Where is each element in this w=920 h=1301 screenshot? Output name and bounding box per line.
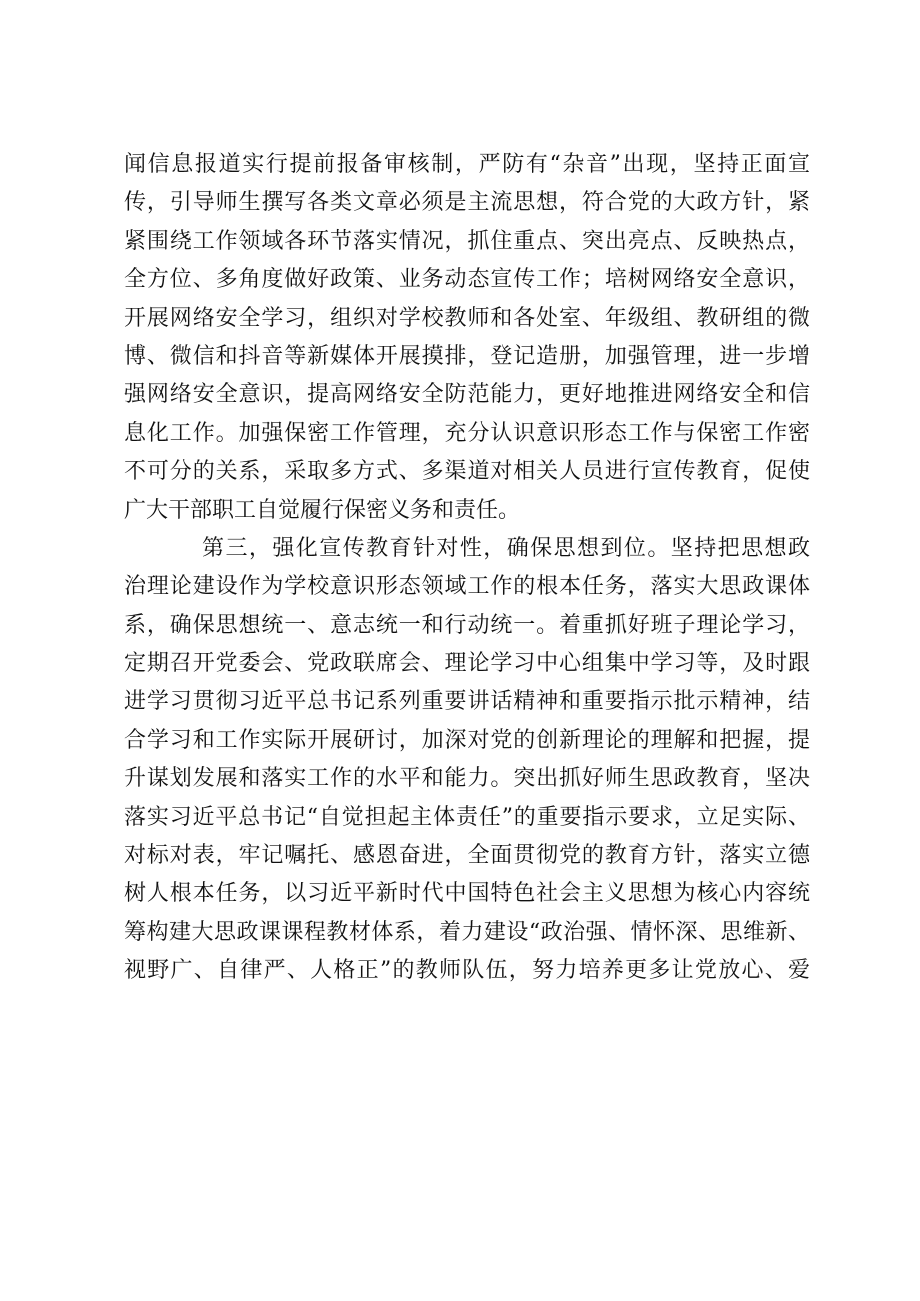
text-line: 广大干部职工自觉履行保密义务和责任。 bbox=[124, 497, 521, 523]
text-line: 视野广、自律严、人格正”的教师队伍，努力培养更多让党放心、爱 bbox=[124, 958, 810, 984]
text-line: 树人根本任务，以习近平新时代中国特色社会主义思想为核心内容统 bbox=[124, 881, 810, 907]
text-line: 合学习和工作实际开展研讨，加深对党的创新理论的理解和把握，提 bbox=[124, 727, 810, 753]
text-line: 治理论建设作为学校意识形态领域工作的根本任务，落实大思政课体 bbox=[124, 574, 810, 600]
text-line: 全方位、多角度做好政策、业务动态宣传工作；培树网络安全意识， bbox=[124, 267, 810, 293]
text-line: 紧围绕工作领域各环节落实情况，抓住重点、突出亮点、反映热点， bbox=[124, 228, 810, 254]
text-line: 定期召开党委会、党政联席会、理论学习中心组集中学习等，及时跟 bbox=[124, 651, 810, 677]
text-line: 传，引导师生撰写各类文章必须是主流思想，符合党的大政方针，紧 bbox=[124, 190, 810, 216]
text-line: 博、微信和抖音等新媒体开展摸排，登记造册，加强管理，进一步增 bbox=[124, 343, 810, 369]
text-line: 开展网络安全学习，组织对学校教师和各处室、年级组、教研组的微 bbox=[124, 305, 810, 331]
text-line: 落实习近平总书记“自觉担起主体责任”的重要指示要求，立足实际、 bbox=[124, 804, 810, 830]
paragraph-2 bbox=[124, 530, 810, 991]
body-text bbox=[124, 146, 810, 991]
text-line: 闻信息报道实行提前报备审核制，严防有“杂音”出现，坚持正面宣 bbox=[124, 152, 810, 177]
text-line: 息化工作。加强保密工作管理，充分认识意识形态工作与保密工作密 bbox=[124, 420, 810, 446]
text-line: 筹构建大思政课课程教材体系，着力建设“政治强、情怀深、思维新、 bbox=[124, 919, 810, 945]
text-line: 升谋划发展和落实工作的水平和能力。突出抓好师生思政教育，坚决 bbox=[124, 766, 810, 792]
text-line: 强网络安全意识，提高网络安全防范能力，更好地推进网络安全和信 bbox=[124, 382, 810, 408]
text-line: 不可分的关系，采取多方式、多渠道对相关人员进行宣传教育，促使 bbox=[124, 459, 810, 485]
text-line: 第三，强化宣传教育针对性，确保思想到位。坚持把思想政 bbox=[202, 535, 810, 561]
paragraph-1 bbox=[124, 146, 810, 530]
text-line: 对标对表，牢记嘱托、感恩奋进，全面贯彻党的教育方针，落实立德 bbox=[124, 843, 810, 869]
text-line: 系，确保思想统一、意志统一和行动统一。着重抓好班子理论学习， bbox=[124, 612, 810, 638]
text-line: 进学习贯彻习近平总书记系列重要讲话精神和重要指示批示精神，结 bbox=[124, 689, 810, 715]
